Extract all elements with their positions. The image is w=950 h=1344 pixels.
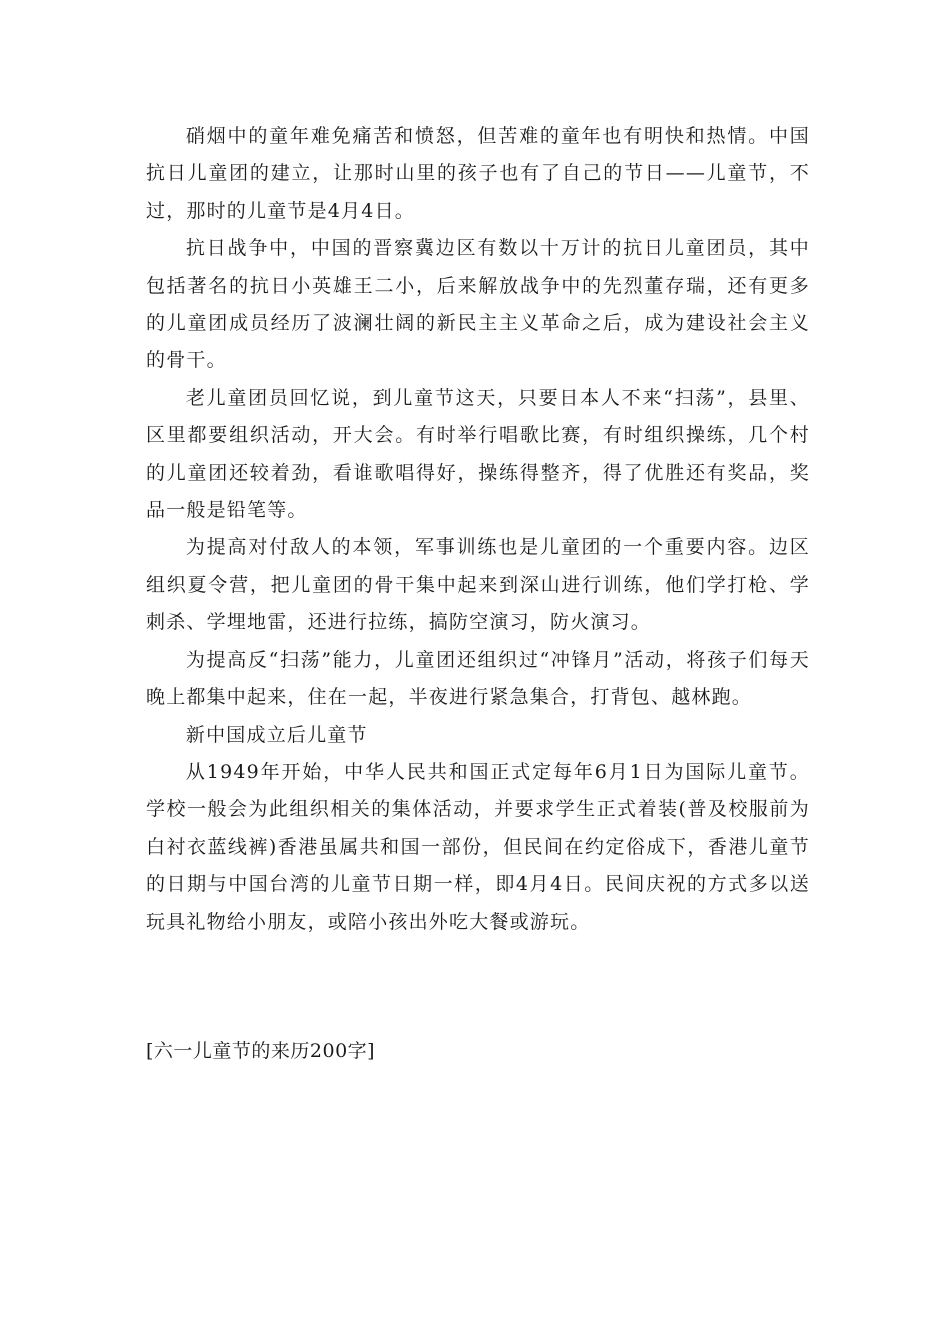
section-subheading: 新中国成立后儿童节 [185, 723, 368, 746]
footer-title: [六一儿童节的来历200字] [146, 1040, 376, 1062]
paragraph-training: 为提高对付敌人的本领，军事训练也是儿童团的一个重要内容。边区组织夏令营，把儿童团的骨干集中起来到深山进行训练，他们学打枪、学刺杀、学埋地雷，还进行拉练，搞防空演习，防火演习。 [146, 536, 810, 634]
paragraph-memories: 老儿童团员回忆说，到儿童节这天，只要日本人不来“扫荡”，县里、区里都要组织活动，开大会。有时举行唱歌比赛，有时组织操练，几个村的儿童团还较着劲，看谁歌唱得好，操练得整齐，得了优胜还有奖品，奖品一般是铅笔等。 [146, 386, 810, 522]
paragraph-charge-month: 为提高反“扫荡”能力，儿童团还组织过“冲锋月”活动，将孩子们每天晚上都集中起来，住在一起，半夜进行紧急集合，打背包、越林跑。 [146, 648, 810, 709]
paragraph-new-china: 从1949年开始，中华人民共和国正式定每年6月1日为国际儿童节。学校一般会为此组织相关的集体活动，并要求学生正式着装(普及校服前为白衬衣蓝线裤)香港虽属共和国一部份，但民间在约定俗成下，香港儿童节的日期与中国台湾的儿童节日期一样，即4月4日。民间庆祝的方式多以送玩具礼物给小朋友，或陪小孩出外吃大餐或游玩。 [146, 760, 810, 933]
paragraph-war-period: 抗日战争中，中国的晋察冀边区有数以十万计的抗日儿童团员，其中包括著名的抗日小英雄王二小，后来解放战争中的先烈董存瑞，还有更多的儿童团成员经历了波澜壮阔的新民主主义革命之后，成为建设社会主义的骨干。 [146, 237, 810, 372]
article-body [146, 118, 810, 941]
paragraph-childhood: 硝烟中的童年难免痛苦和愤怒，但苦难的童年也有明快和热情。中国抗日儿童团的建立，让那时山里的孩子也有了自己的节日——儿童节，不过，那时的儿童节是4月4日。 [146, 125, 810, 222]
